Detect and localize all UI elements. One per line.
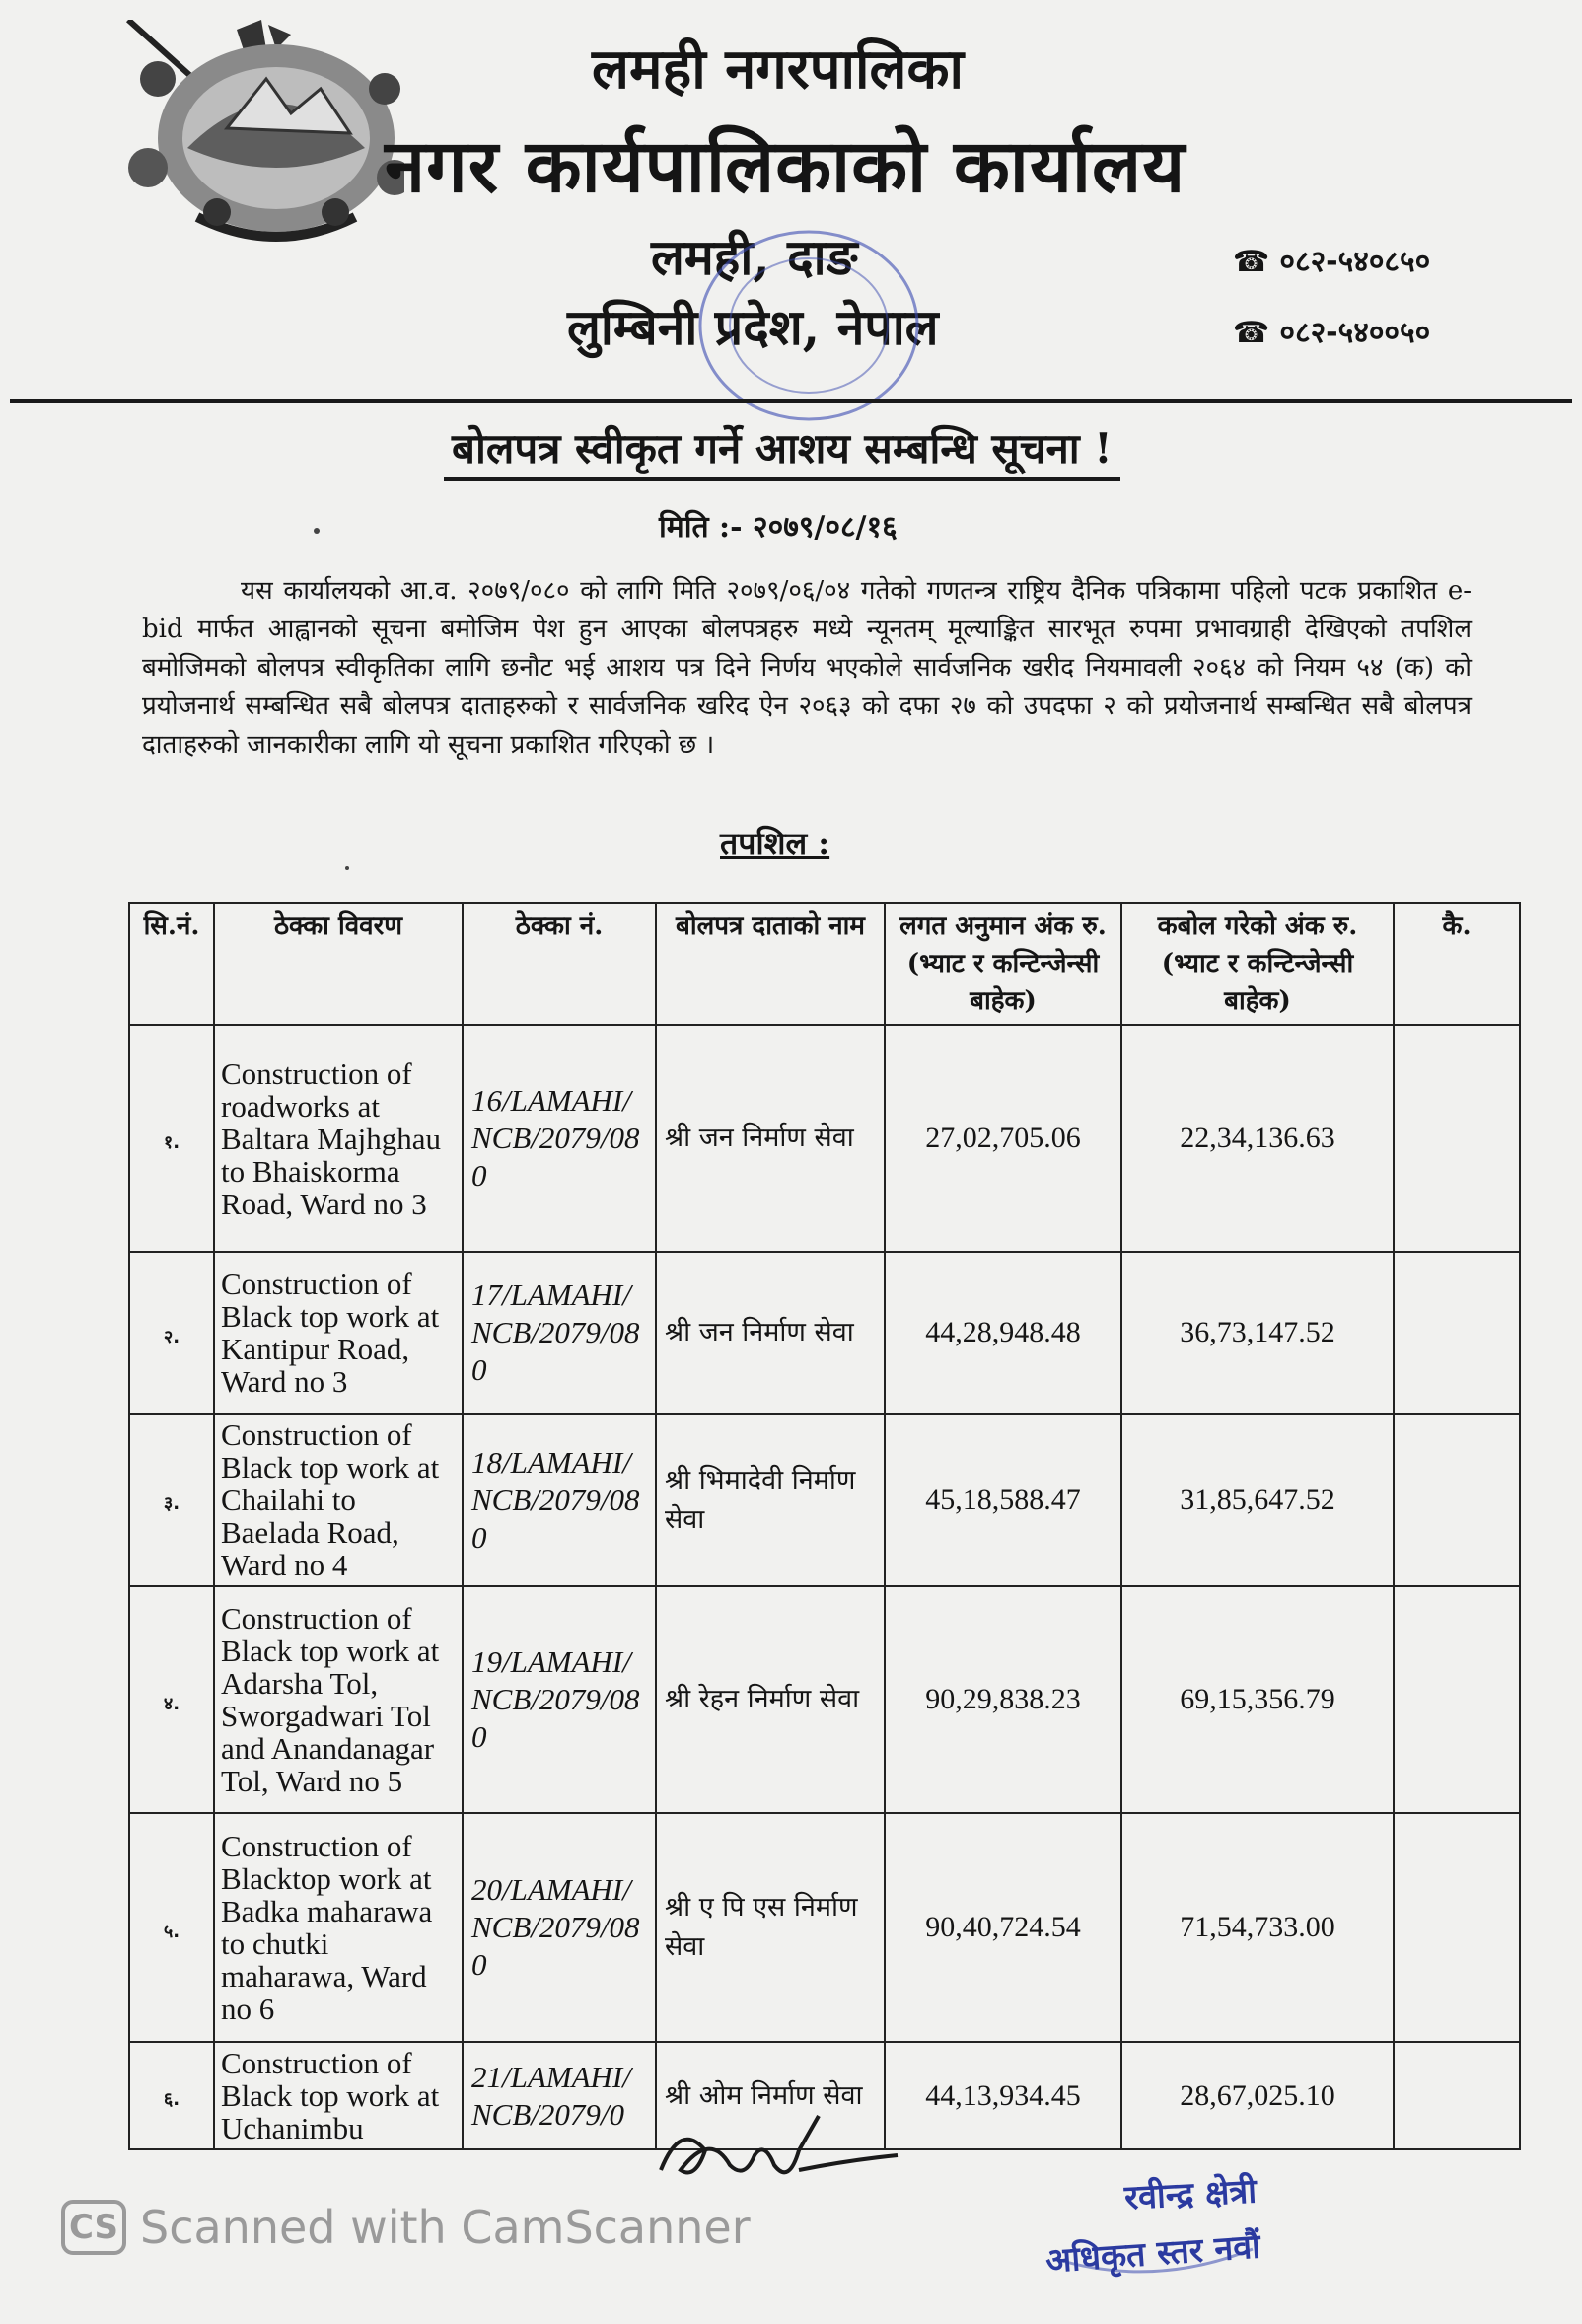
header-bid-amount: कबोल गरेको अंक रु. (भ्याट र कन्टिन्जेन्सी बाहेक) bbox=[1121, 903, 1394, 1025]
cell-description: Construction of Blacktop work at Badka maharawa to chutki maharawa, Ward no 6 bbox=[214, 1813, 463, 2042]
cell-estimate: 44,28,948.48 bbox=[885, 1252, 1121, 1414]
watermark-text: Scanned with CamScanner bbox=[140, 2201, 751, 2254]
header-contract-no: ठेक्का नं. bbox=[463, 903, 656, 1025]
cell-bidder: श्री ओम निर्माण सेवा bbox=[656, 2042, 885, 2149]
cell-description: Construction of Black top work at Uchanimbu bbox=[214, 2042, 463, 2149]
cell-contract-no: 16/LAMAHI/NCB/2079/080 bbox=[463, 1025, 656, 1252]
office-name: नगर कार्यपालिकाको कार्यालय bbox=[385, 124, 1186, 209]
cell-bid-amount: 31,85,647.52 bbox=[1121, 1414, 1394, 1586]
cell-contract-no: 20/LAMAHI/NCB/2079/080 bbox=[463, 1813, 656, 2042]
scanner-watermark bbox=[61, 2200, 751, 2255]
cell-sn: २. bbox=[129, 1252, 214, 1414]
cell-remarks bbox=[1394, 1813, 1520, 2042]
signatory-name: रवीन्द्र क्षेत्री bbox=[1123, 2171, 1258, 2218]
table-row bbox=[129, 1414, 1520, 1586]
cell-contract-no: 18/LAMAHI/NCB/2079/080 bbox=[463, 1414, 656, 1586]
cell-sn: ५. bbox=[129, 1813, 214, 2042]
nepal-emblem-icon bbox=[118, 20, 404, 247]
cell-description: Construction of Black top work at Kantipur Road, Ward no 3 bbox=[214, 1252, 463, 1414]
cell-contract-no: 21/LAMAHI/NCB/2079/0 bbox=[463, 2042, 656, 2149]
address-line-1: लमही, दाङ bbox=[651, 228, 858, 286]
cell-description: Construction of Black top work at Adarsha Tol, Sworgadwari Tol and Anandanagar Tol, Ward no 5 bbox=[214, 1586, 463, 1813]
header-sn: सि.नं. bbox=[129, 903, 214, 1025]
notice-title: बोलपत्र स्वीकृत गर्ने आशय सम्बन्धि सूचना ! bbox=[444, 419, 1120, 481]
cell-remarks bbox=[1394, 2042, 1520, 2149]
cell-sn: १. bbox=[129, 1025, 214, 1252]
telephone-icon: ☎ bbox=[1233, 245, 1270, 279]
header-remarks: कै. bbox=[1394, 903, 1520, 1025]
table-header-row bbox=[129, 903, 1520, 1025]
phone-number: ०८२-५४०८५० bbox=[1279, 245, 1431, 279]
cell-sn: ६. bbox=[129, 2042, 214, 2149]
cell-bidder: श्री जन निर्माण सेवा bbox=[656, 1252, 885, 1414]
camscanner-logo-icon: CS bbox=[61, 2200, 126, 2255]
cell-bidder: श्री जन निर्माण सेवा bbox=[656, 1025, 885, 1252]
cell-sn: ४. bbox=[129, 1586, 214, 1813]
table-row bbox=[129, 1813, 1520, 2042]
cell-sn: ३. bbox=[129, 1414, 214, 1586]
cell-remarks bbox=[1394, 1025, 1520, 1252]
cell-bidder: श्री रेहन निर्माण सेवा bbox=[656, 1586, 885, 1813]
cell-bid-amount: 22,34,136.63 bbox=[1121, 1025, 1394, 1252]
phone-number: ०८२-५४००५० bbox=[1279, 316, 1431, 350]
cell-description: Construction of roadworks at Baltara Majhghau to Bhaiskorma Road, Ward no 3 bbox=[214, 1025, 463, 1252]
cell-bid-amount: 71,54,733.00 bbox=[1121, 1813, 1394, 2042]
cell-estimate: 44,13,934.45 bbox=[885, 2042, 1121, 2149]
cell-bid-amount: 28,67,025.10 bbox=[1121, 2042, 1394, 2149]
details-heading: तपशिल : bbox=[720, 825, 830, 862]
header-divider bbox=[10, 399, 1572, 403]
phone-1 bbox=[1233, 240, 1430, 280]
table-row bbox=[129, 1252, 1520, 1414]
cell-bid-amount: 69,15,356.79 bbox=[1121, 1586, 1394, 1813]
notice-date: मिति :- २०७९/०८/१६ bbox=[659, 510, 898, 545]
cell-remarks bbox=[1394, 1414, 1520, 1586]
handwritten-signature bbox=[651, 2111, 907, 2210]
cell-bidder: श्री ए पि एस निर्माण सेवा bbox=[656, 1813, 885, 2042]
cell-bidder: श्री भिमादेवी निर्माण सेवा bbox=[656, 1414, 885, 1586]
tender-table bbox=[128, 902, 1521, 2150]
municipality-name: लमही नगरपालिका bbox=[592, 36, 965, 102]
cell-description: Construction of Black top work at Chailahi to Baelada Road, Ward no 4 bbox=[214, 1414, 463, 1586]
signatory-designation: अधिकृत स्तर नवौं bbox=[1044, 2226, 1262, 2282]
cell-estimate: 45,18,588.47 bbox=[885, 1414, 1121, 1586]
cell-remarks bbox=[1394, 1252, 1520, 1414]
address-line-2: लुम्बिनी प्रदेश, नेपाल bbox=[567, 298, 939, 356]
header-description: ठेक्का विवरण bbox=[214, 903, 463, 1025]
telephone-icon: ☎ bbox=[1233, 316, 1270, 350]
cell-bid-amount: 36,73,147.52 bbox=[1121, 1252, 1394, 1414]
cell-contract-no: 19/LAMAHI/NCB/2079/080 bbox=[463, 1586, 656, 1813]
table-row bbox=[129, 1586, 1520, 1813]
cell-estimate: 90,29,838.23 bbox=[885, 1586, 1121, 1813]
header-bidder: बोलपत्र दाताको नाम bbox=[656, 903, 885, 1025]
header-estimate: लगत अनुमान अंक रु. (भ्याट र कन्टिन्जेन्सी बाहेक) bbox=[885, 903, 1121, 1025]
notice-body: यस कार्यालयको आ.व. २०७९/०८० को लागि मिति २०७९/०६/०४ गतेको गणतन्त्र राष्ट्रिय दैनिक पत्रिकामा पहिलो पटक प्रकाशित e-bid मार्फत आह्वानको सूचना बमोजिम पेश हुन आएका बोलपत्रहरु मध्ये न्यूनतम् मूल्याङ्कित सारभूत रुपमा प्रभावग्राही देखिएको तपशिल बमोजिमको बोलपत्र स्वीकृतिका लागि छनौट भई आशय पत्र दिने निर्णय भएकोले सार्वजनिक खरीद नियमावली २०६४ को नियम ५४ (क) को प्रयोजनार्थ सम्बन्धित सबै बोलपत्र दाताहरुको र सार्वजनिक खरिद ऐन २०६३ को दफा २७ को उपदफा २ को प्रयोजनार्थ सम्बन्धित सबै बोलपत्र दाताहरुको जानकारीका लागि यो सूचना प्रकाशित गरिएको छ । bbox=[142, 576, 1472, 760]
cell-contract-no: 17/LAMAHI/NCB/2079/080 bbox=[463, 1252, 656, 1414]
speck bbox=[314, 528, 320, 534]
speck bbox=[345, 866, 349, 870]
cell-estimate: 90,40,724.54 bbox=[885, 1813, 1121, 2042]
cell-remarks bbox=[1394, 1586, 1520, 1813]
table-row bbox=[129, 1025, 1520, 1252]
phone-2 bbox=[1233, 311, 1430, 351]
cell-estimate: 27,02,705.06 bbox=[885, 1025, 1121, 1252]
